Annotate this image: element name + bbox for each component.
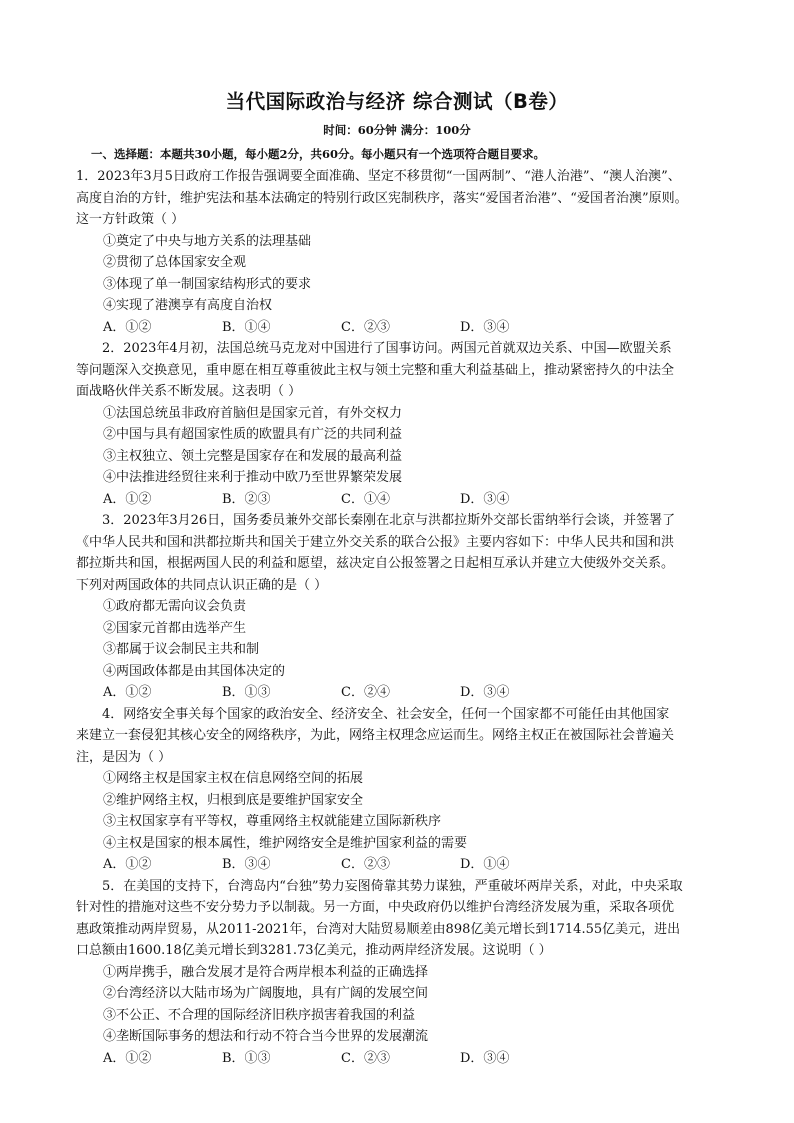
- exam-info: 时间：60分钟 满分：100分: [323, 123, 471, 137]
- statement-option: ③体现了单一制国家结构形式的要求: [103, 276, 312, 292]
- choice-b[interactable]: B．①④: [222, 319, 271, 335]
- question-1: [76, 166, 728, 338]
- choice-b[interactable]: B．②③: [222, 491, 271, 507]
- answer-choices: [76, 682, 728, 704]
- question-stem-line: 3．2023年3月26日，国务委员兼外交部长秦刚在北京与洪都拉斯外交部长雷纳举行会谈，并签署了: [102, 513, 676, 528]
- question-list: [76, 166, 728, 1069]
- question-stem-line: 1．2023年3月5日政府工作报告强调要全面准确、坚定不移贯彻“一国两制”、“港人治港”、“澳人治澳”、: [76, 169, 681, 184]
- choice-d[interactable]: D．①④: [460, 857, 510, 872]
- statement-option: ①奠定了中央与地方关系的法理基础: [103, 233, 312, 249]
- statement-option: ①法国总统虽非政府首脑但是国家元首，有外交权力: [103, 405, 403, 421]
- question-stem-line: 针对性的措施对这些不安分势力予以制裁。另一方面，中央政府仍以维护台湾经济发展为重，采取各项优: [76, 900, 675, 915]
- choice-b[interactable]: B．①③: [222, 685, 271, 700]
- statement-option: ②维护网络主权，归根到底是要维护国家安全: [103, 792, 364, 808]
- question-stem-line: 等问题深入交换意见，重申愿在相互尊重彼此主权与领土完整和重大利益基础上，推动紧密持久的中法全: [76, 362, 675, 378]
- page-title: 当代国际政治与经济 综合测试（B卷）: [225, 90, 569, 113]
- statement-option: ③主权独立、领土完整是国家存在和发展的最高利益: [103, 448, 403, 464]
- section-heading: 一、选择题：本题共30小题，每小题2分，共60分。每小题只有一个选项符合题目要求。: [91, 147, 546, 161]
- statement-option: ③主权国家享有平等权，尊重网络主权就能建立国际新秩序: [103, 814, 442, 829]
- choice-b[interactable]: B．①③: [222, 1050, 271, 1066]
- choice-d[interactable]: D．③④: [460, 491, 510, 507]
- statement-option: ②中国与具有超国家性质的欧盟具有广泛的共同利益: [103, 427, 403, 442]
- statement-option: ②贯彻了总体国家安全观: [103, 255, 247, 270]
- question-stem-line: 面战略伙伴关系不断发展。这表明（ ）: [76, 384, 302, 399]
- statement-option: ③都属于议会制民主共和制: [103, 642, 260, 657]
- question-4: [76, 704, 728, 876]
- question-stem-line: 5．在美国的支持下，台湾岛内“台独”势力妄图倚靠其势力谋独，严重破坏两岸关系，对此，中央采取: [102, 878, 683, 894]
- statement-option: ①两岸携手，融合发展才是符合两岸根本利益的正确选择: [103, 964, 429, 980]
- statement-option: ④主权是国家的根本属性，维护网络安全是维护国家利益的需要: [103, 835, 468, 851]
- question-stem-line: 这一方针政策（ ）: [76, 212, 185, 227]
- statement-option: ①政府都无需向议会负责: [103, 599, 247, 614]
- choice-a[interactable]: A．①②: [103, 491, 152, 507]
- question-stem-line: 高度自治的方针，维护宪法和基本法确定的特别行政区宪制秩序，落实“爱国者治港”、“爱国者治澳”原则。: [76, 190, 688, 206]
- choice-c[interactable]: C．②③: [341, 1050, 390, 1066]
- choice-c[interactable]: C．②③: [341, 319, 390, 335]
- choice-d[interactable]: D．③④: [460, 319, 510, 335]
- question-stem-line: 来建立一套侵犯其核心安全的网络秩序，为此，网络主权理念应运而生。网络主权正在被国际社会普遍关: [76, 728, 675, 743]
- choice-a[interactable]: A．①②: [103, 685, 152, 700]
- choice-a[interactable]: A．①②: [103, 857, 152, 872]
- question-2: [76, 338, 728, 510]
- statement-option: ②国家元首都由选举产生: [103, 620, 247, 636]
- statement-option: ④两国政体都是由其国体决定的: [103, 663, 286, 679]
- choice-c[interactable]: C．②④: [341, 685, 390, 700]
- answer-choices: [76, 489, 728, 511]
- question-stem-line: 《中华人民共和国和洪都拉斯共和国关于建立外交关系的联合公报》主要内容如下：中华人民共和国和洪: [76, 534, 675, 550]
- choice-c[interactable]: C．①④: [341, 491, 390, 507]
- statement-option: ④垄断国际事务的想法和行动不符合当今世界的发展潮流: [103, 1029, 429, 1044]
- question-stem-line: 下列对两国政体的共同点认识正确的是（ ）: [76, 577, 328, 593]
- statement-option: ④实现了港澳享有高度自治权: [103, 298, 273, 313]
- choice-a[interactable]: A．①②: [103, 319, 152, 335]
- statement-option: ①网络主权是国家主权在信息网络空间的拓展: [103, 771, 364, 786]
- question-stem-line: 惠政策推动两岸贸易，从2011-2021年，台湾对大陆贸易顺差由898亿美元增长到1714.55亿美元，进出: [76, 921, 681, 937]
- choice-c[interactable]: C．②③: [341, 857, 390, 872]
- choice-d[interactable]: D．③④: [460, 1050, 510, 1066]
- statement-option: ②台湾经济以大陆市场为广阔腹地，具有广阔的发展空间: [103, 986, 429, 1001]
- question-3: [76, 510, 728, 704]
- question-stem-line: 都拉斯共和国，根据两国人民的利益和愿望，兹决定自公报签署之日起相互承认并建立大使级外交关系。: [76, 556, 675, 571]
- statement-option: ③不公正、不合理的国际经济旧秩序损害着我国的利益: [103, 1007, 416, 1023]
- question-5: [76, 876, 728, 1070]
- answer-choices: [76, 854, 728, 876]
- question-stem-line: 2．2023年4月初，法国总统马克龙对中国进行了国事访问。两国元首就双边关系、中国—欧盟关系: [102, 341, 672, 356]
- question-stem-line: 注，是因为（ ）: [76, 749, 172, 765]
- choice-d[interactable]: D．③④: [460, 685, 510, 700]
- answer-choices: [76, 1048, 728, 1070]
- answer-choices: [76, 317, 728, 339]
- statement-option: ④中法推进经贸往来利于推动中欧乃至世界繁荣发展: [103, 470, 403, 485]
- question-stem-line: 口总额由1600.18亿美元增长到3281.73亿美元，推动两岸经济发展。这说明（ ）: [76, 943, 552, 958]
- question-stem-line: 4．网络安全事关每个国家的政治安全、经济安全、社会安全，任何一个国家都不可能任由其他国家: [102, 706, 670, 722]
- choice-a[interactable]: A．①②: [103, 1050, 152, 1066]
- choice-b[interactable]: B．③④: [222, 857, 271, 872]
